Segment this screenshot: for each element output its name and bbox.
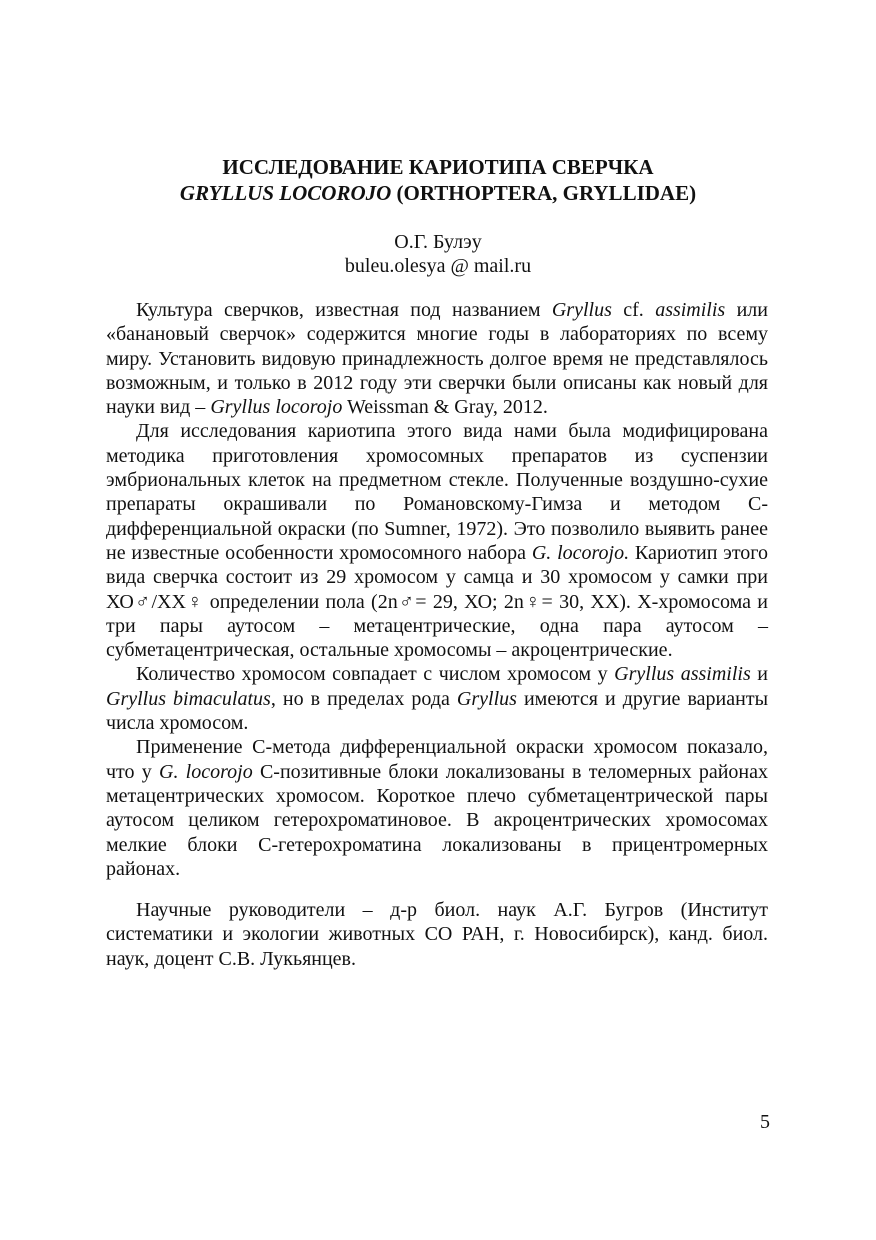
species-name-title: GRYLLUS LOCOROJO xyxy=(179,181,392,205)
order-family-title: (ORTHOPTERA, GRYLLIDAE) xyxy=(391,181,697,205)
p3-text-c: и xyxy=(750,663,768,686)
article-title-line-2 xyxy=(0,180,876,206)
author-name: О.Г. Булэу xyxy=(394,231,482,253)
p1-italic-b: Gryllus xyxy=(551,299,612,321)
author-email: buleu.olesya @ mail.ru xyxy=(344,255,532,277)
p1-italic-d: assimilis xyxy=(655,299,726,321)
p1-italic-f: Gryllus locorojo xyxy=(210,396,343,419)
p3-text-e: , но в пределах рода xyxy=(270,687,457,710)
p3-italic-b: Gryllus assimilis xyxy=(614,663,751,686)
p1-text-e: или «банановый сверчок» содержится многие годы в лабораториях по всему миру. Установить видовую принадлежность долгое время не представлялось возможным, и только в 2012 году эти сверчки были описаны как новый для науки вид – xyxy=(106,299,768,419)
article-title-line-1: ИССЛЕДОВАНИЕ КАРИОТИПА СВЕРЧКА xyxy=(222,155,654,179)
p1-text-a: Культура сверчков, известная под названием xyxy=(136,299,552,321)
p4-text-c: С-позитивные блоки локализованы в теломерных районах метацентрических хромосом. Короткое плечо субметацентрической пары аутосом целиком гетерохроматиновое. В акроцентрических хромосомах мелкие блоки С-гетерохроматина локализованы в прицентромерных районах. xyxy=(106,760,768,880)
article-body xyxy=(106,298,768,881)
acknowledgement-block xyxy=(106,898,768,971)
acknowledgement-text: Научные руководители – д-р биол. наук А.Г. Бугров (Институт систематики и экологии животных СО РАН, г. Новосибирск), канд. биол. наук, доцент С.В. Лукьянцев. xyxy=(106,899,768,970)
paragraph-4 xyxy=(106,735,768,881)
paragraph-3 xyxy=(106,662,768,735)
p3-text-g: имеются и другие варианты числа хромосом. xyxy=(106,687,768,735)
p1-text-c: cf. xyxy=(611,299,656,321)
p2-text-c: Кариотип этого вида сверчка состоит из 29 хромосом у самца и 30 хромосом у самки при ХО♂/ХХ♀ определении пола (2n♂= 29, ХО; 2n♀= 30, ХХ). Х-хромосома и три пары аутосом – метацентрические, одна пара аутосом – субметацентрическая, остальные хромосомы – акроцентрические. xyxy=(106,541,768,662)
page-number: 5 xyxy=(760,1111,770,1133)
p3-italic-f: Gryllus xyxy=(456,687,517,710)
p4-italic-b: G. locorojo xyxy=(159,760,253,783)
p3-italic-d: Gryllus bimaculatus xyxy=(106,687,271,710)
p1-text-g: Weissman & Gray, 2012. xyxy=(342,396,548,419)
p2-italic-b: G. locorojo. xyxy=(531,541,630,564)
p4-text-a: Применение С-метода дифференциальной окраски хромосом показало, что у xyxy=(106,736,768,783)
p2-text-a: Для исследования кариотипа этого вида нами была модифицирована методика приготовления хромосомных препаратов из суспензии эмбриональных клеток на предметном стекле. Полученные воздушно-сухие препараты окрашивали по Романовскому-Гимза и методом С-дифференциальной окраски (по Sumner, 1972). Это позволило выявить ранее не известные особенности хромосомного набора xyxy=(106,420,768,564)
paragraph-2 xyxy=(106,419,768,662)
paragraph-1 xyxy=(106,298,768,419)
p3-text-a: Количество хромосом совпадает с числом хромосом у xyxy=(136,663,615,686)
